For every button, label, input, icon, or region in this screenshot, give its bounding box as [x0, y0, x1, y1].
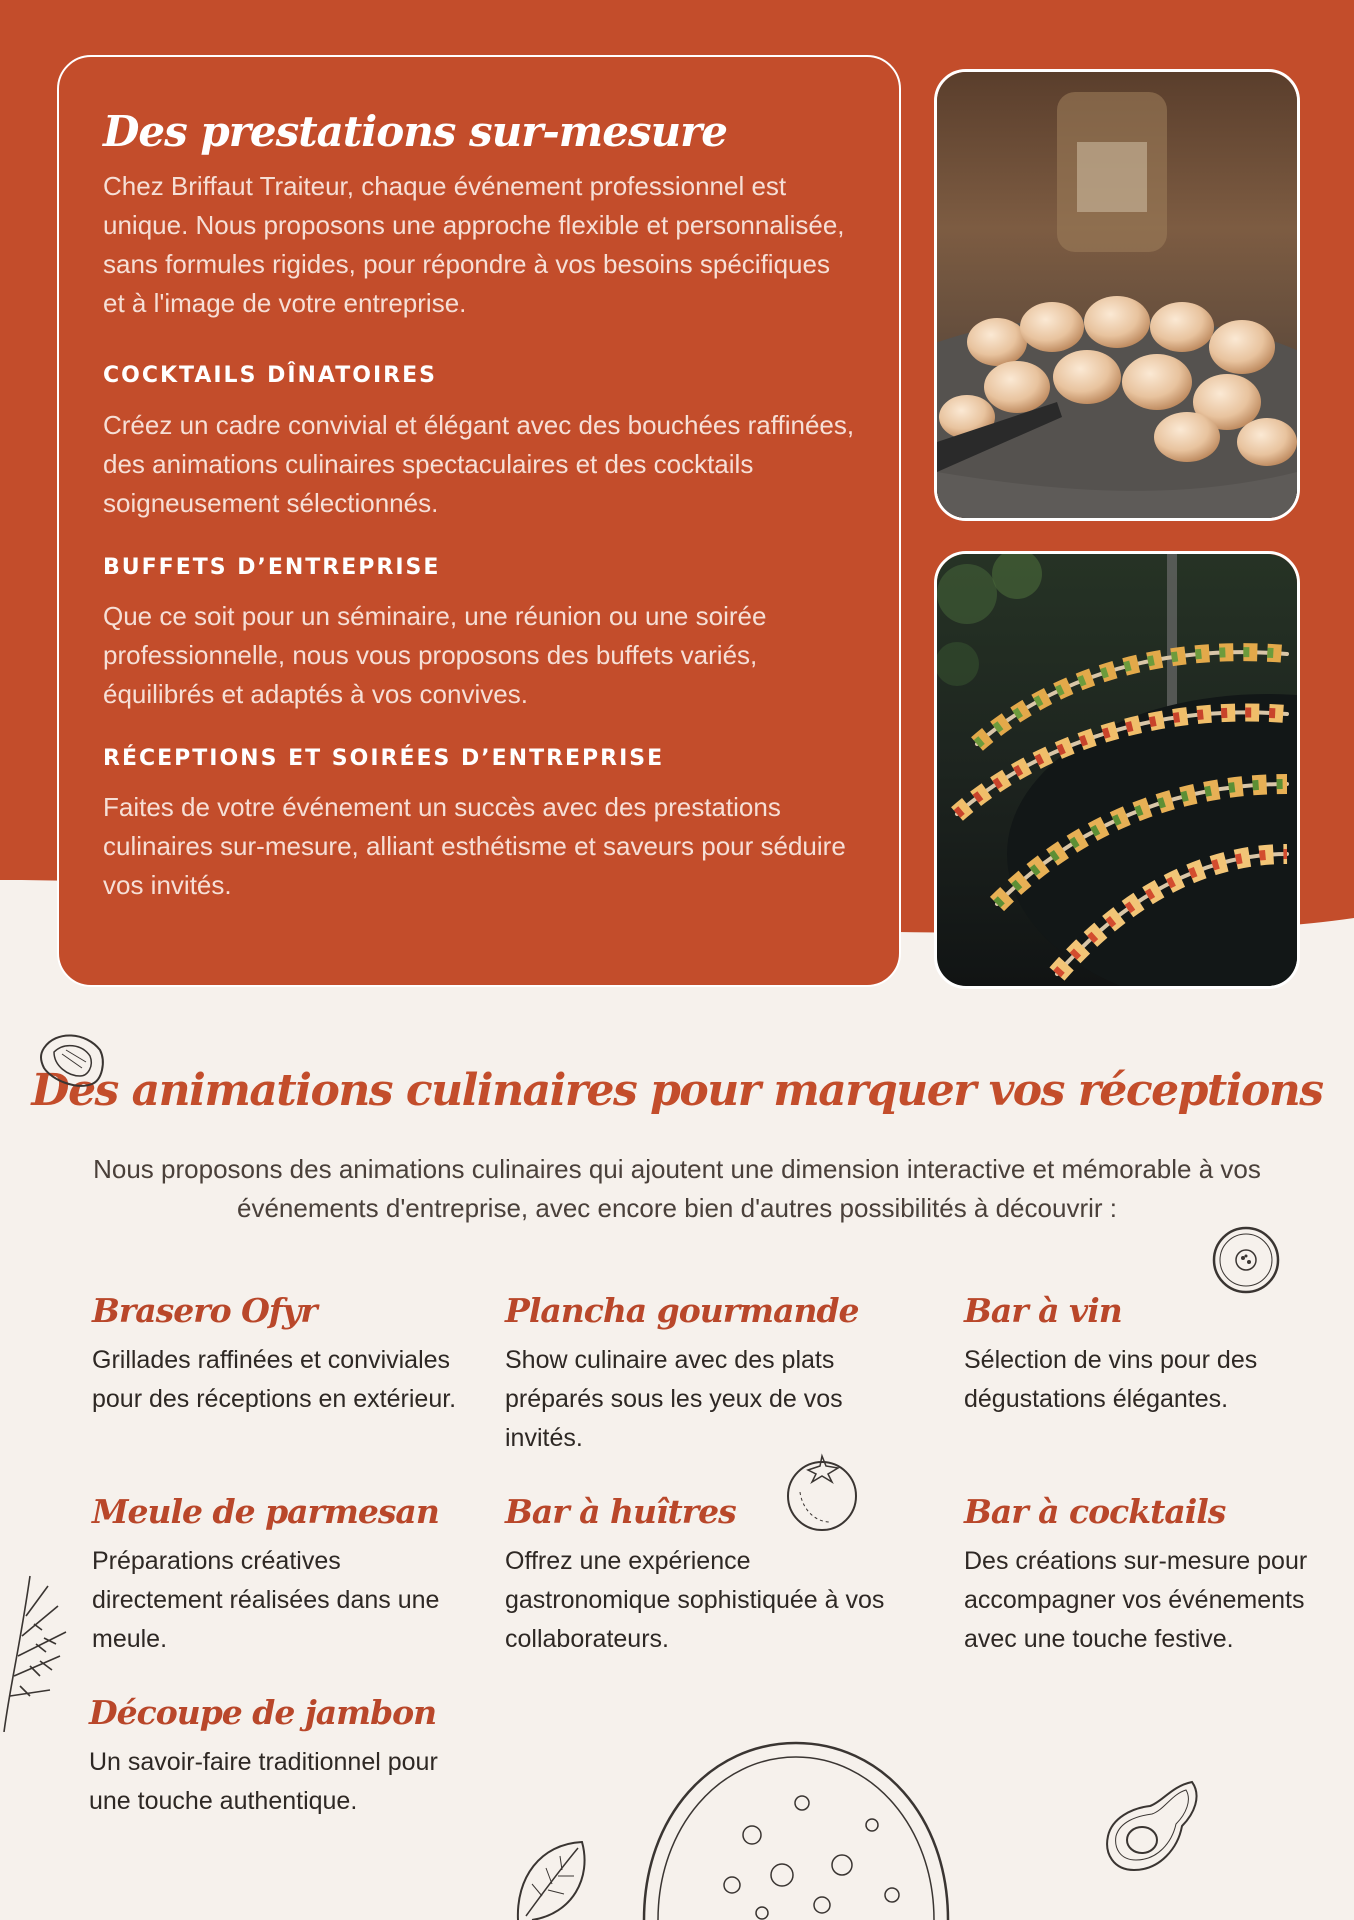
animation-text: Show culinaire avec des plats préparés sous les yeux de vos invités.	[505, 1346, 843, 1453]
animation-text: Sélection de vins pour des dégustations élégantes.	[964, 1346, 1258, 1414]
service-buffets	[103, 555, 855, 714]
animation-title: Meule de parmesan	[92, 1492, 439, 1531]
animations-intro: Nous proposons des animations culinaires qui ajoutent une dimension interactive et mémorable à vos événements d'entreprise, avec encore bien d'autres possibilités à découvrir :	[93, 1154, 1261, 1223]
animation-bar-a-vin	[964, 1290, 1344, 1419]
animations-title: Des animations culinaires pour marquer vos réceptions	[31, 1065, 1323, 1116]
service-title: BUFFETS D’ENTREPRISE	[103, 554, 441, 580]
animation-text: Des créations sur-mesure pour accompagner vos événements avec une touche festive.	[964, 1547, 1308, 1654]
animation-title: Brasero Ofyr	[92, 1291, 317, 1330]
animation-cocktails	[964, 1491, 1344, 1659]
basil-leaf-icon	[512, 1838, 596, 1920]
animation-parmesan	[92, 1491, 472, 1659]
soup-bowl-icon	[642, 1735, 950, 1920]
animation-text: Préparations créatives directement réalisées dans une meule.	[92, 1547, 440, 1654]
animation-text: Un savoir-faire traditionnel pour une touche authentique.	[89, 1748, 438, 1816]
animation-title: Bar à cocktails	[964, 1492, 1226, 1531]
animation-title: Bar à vin	[964, 1291, 1122, 1330]
service-text: Que ce soit pour un séminaire, une réunion ou une soirée professionnelle, nous vous proposons des buffets variés, équilibrés et adaptés à vos convives.	[103, 600, 767, 709]
animation-text: Offrez une expérience gastronomique sophistiquée à vos collaborateurs.	[505, 1547, 885, 1654]
service-title: COCKTAILS DÎNATOIRES	[103, 363, 437, 389]
pepper-slice-icon	[1208, 1226, 1284, 1294]
animation-title: Bar à huîtres	[505, 1492, 736, 1531]
animation-text: Grillades raffinées et conviviales pour des réceptions en extérieur.	[92, 1346, 457, 1414]
animation-jambon	[89, 1692, 469, 1821]
almond-icon	[36, 1028, 108, 1090]
avocado-icon	[1102, 1778, 1202, 1874]
service-receptions	[103, 746, 855, 905]
tomato-icon	[780, 1452, 864, 1532]
dill-icon	[0, 1566, 76, 1732]
grilled-skewers-photo	[934, 551, 1300, 989]
animation-brasero	[92, 1290, 472, 1419]
services-title: Des prestations sur-mesure	[103, 107, 727, 156]
seared-scallops-photo	[934, 69, 1300, 521]
services-panel	[57, 55, 901, 987]
animation-plancha	[505, 1290, 885, 1458]
animation-title: Découpe de jambon	[89, 1693, 437, 1732]
service-text: Créez un cadre convivial et élégant avec des bouchées raffinées, des animations culinaires spectaculaires et des cocktails soigneusement sélectionnés.	[103, 409, 855, 518]
service-title: RÉCEPTIONS ET SOIRÉES D’ENTREPRISE	[103, 745, 665, 771]
service-cocktails	[103, 363, 855, 522]
services-intro: Chez Briffaut Traiteur, chaque événement professionnel est unique. Nous proposons une approche flexible et personnalisée, sans formules rigides, pour répondre à vos besoins spécifiques et à l'image de votre entreprise.	[103, 171, 845, 319]
animation-title: Plancha gourmande	[505, 1291, 859, 1330]
service-text: Faites de votre événement un succès avec des prestations culinaires sur-mesure, alliant esthétisme et saveurs pour séduire vos invités.	[103, 792, 846, 901]
